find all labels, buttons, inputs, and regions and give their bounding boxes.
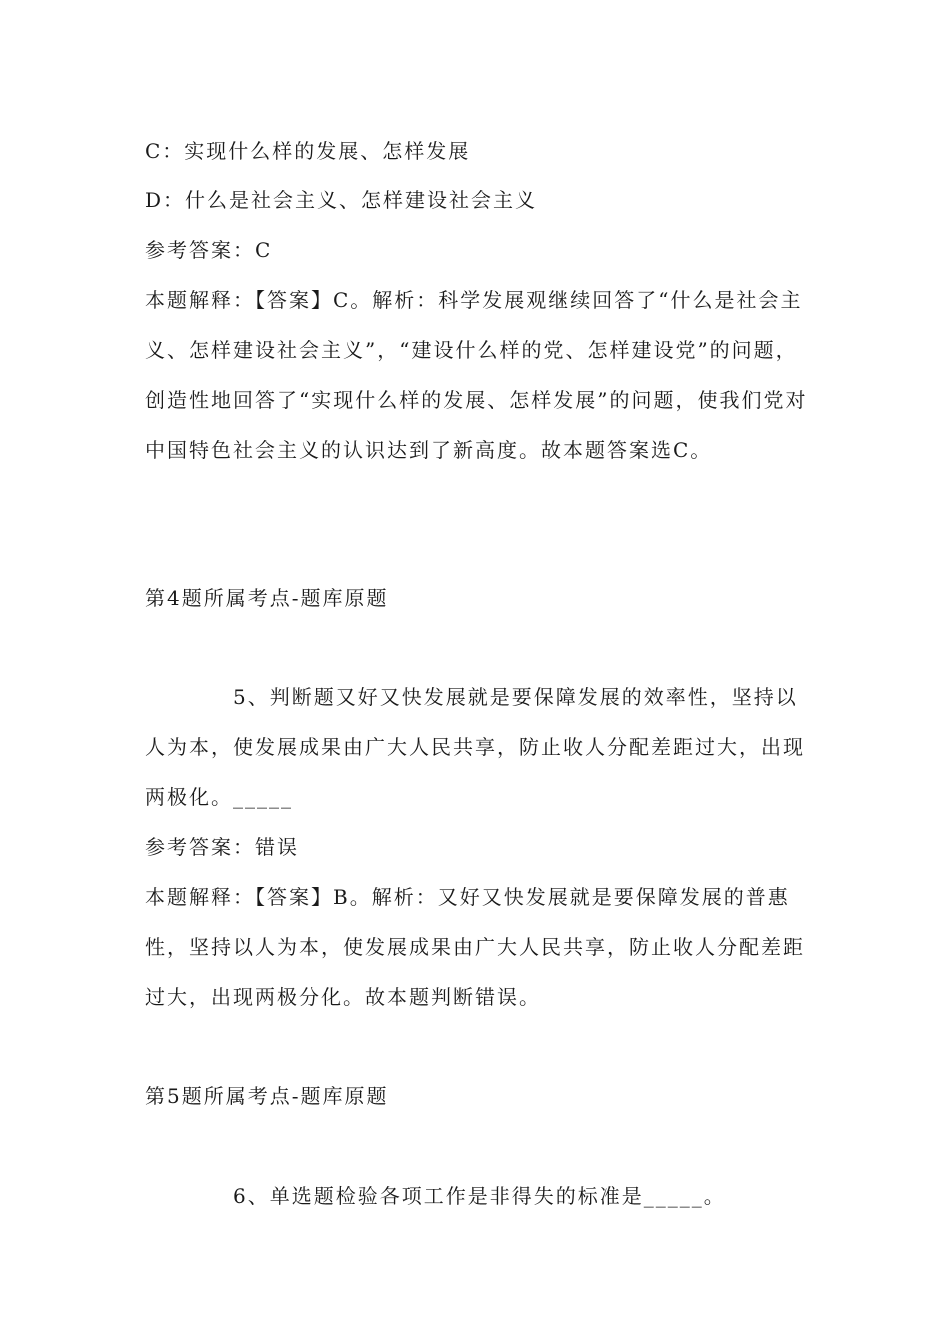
topic-label: 第5题所属考点-题库原题 bbox=[145, 1084, 389, 1108]
topic-label: 第4题所属考点-题库原题 bbox=[145, 586, 389, 610]
answer-explanation: 本题解释：【答案】B。解析：又好又快发展就是要保障发展的普惠性，坚持以人为本，使发展成果由广大人民共享，防止收人分配差距过大，出现两极分化。故本题判断错误。 bbox=[145, 885, 805, 1009]
reference-answer: 参考答案：C bbox=[145, 238, 273, 262]
reference-answer: 参考答案：错误 bbox=[145, 835, 299, 859]
question-text: 6、单选题检验各项工作是非得失的标准是_____。 bbox=[233, 1184, 726, 1208]
option-c: C：实现什么样的发展、怎样发展 bbox=[145, 139, 471, 163]
question-text: 5、判断题又好又快发展就是要保障发展的效率性，坚持以人为本，使发展成果由广大人民共享，防止收人分配差距过大，出现两极化。_____ bbox=[145, 685, 805, 809]
answer-explanation: 本题解释：【答案】C。解析：科学发展观继续回答了“什么是社会主义、怎样建设社会主义”，“建设什么样的党、怎样建设党”的问题，创造性地回答了“实现什么样的发展、怎样发展”的问题，使我们党对中国特色社会主义的认识达到了新高度。故本题答案选C。 bbox=[145, 288, 808, 462]
option-d: D：什么是社会主义、怎样建设社会主义 bbox=[145, 188, 538, 212]
